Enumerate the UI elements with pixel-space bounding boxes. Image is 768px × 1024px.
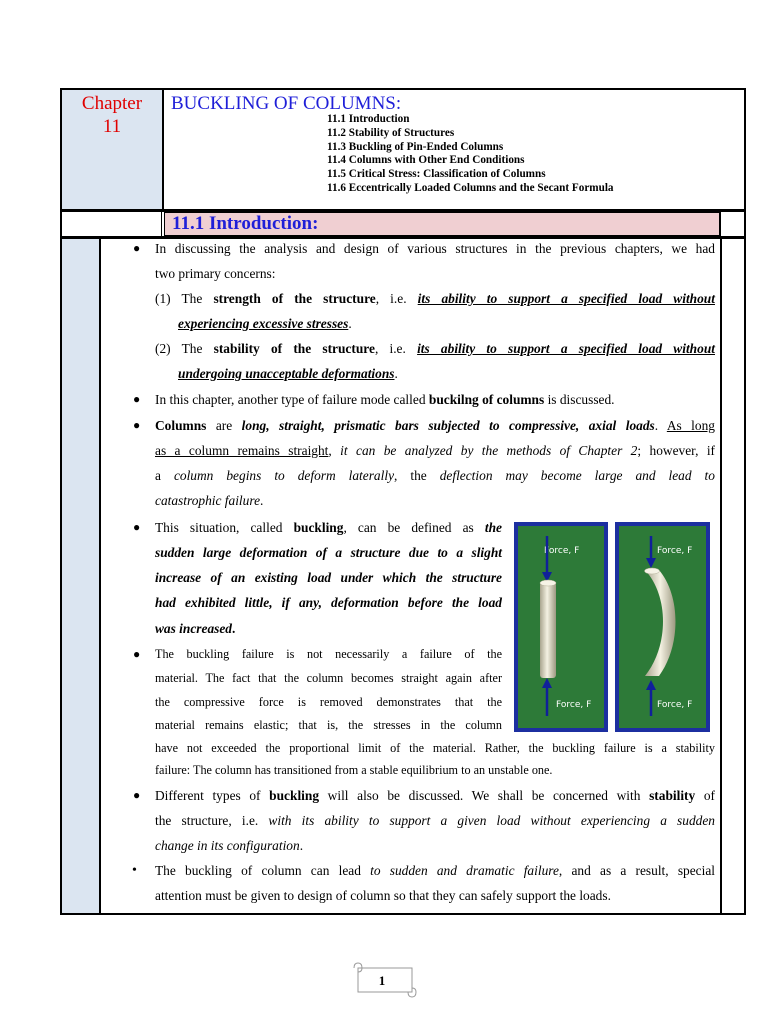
section-left-cell	[62, 212, 162, 236]
buckled-column-drawing	[619, 526, 706, 728]
paragraph-line: a column begins to deform laterally, the deflection may become large and lead to	[155, 468, 715, 483]
body-right-rule	[720, 239, 722, 913]
column-top	[540, 580, 556, 586]
toc-item: 11.4 Columns with Other End Conditions	[327, 154, 525, 167]
paragraph-line: This situation, called buckling, can be defined as the	[155, 520, 502, 535]
paragraph-line: have not exceeded the proportional limit of the material. Rather, the buckling failure is a stability	[155, 741, 715, 755]
buckled-column-body	[645, 570, 676, 676]
chapter-number: 11	[102, 116, 122, 137]
arrow-head	[646, 558, 656, 568]
column-top	[645, 568, 660, 574]
page-number: 1	[378, 973, 386, 988]
paragraph-line: attention must be given to design of column so that they can safely support the loads.	[155, 888, 611, 903]
section-title: 11.1 Introduction:	[172, 213, 319, 234]
bullet: ●	[133, 418, 141, 432]
paragraph-line: The buckling failure is not necessarily a failure of the	[155, 647, 502, 661]
column-body	[540, 582, 556, 678]
chapter-title: BUCKLING OF COLUMNS:	[171, 93, 402, 114]
paragraph-line: as a column remains straight, it can be analyzed by the methods of Chapter 2; however, if	[155, 443, 715, 458]
section-right-cell	[720, 212, 744, 236]
paragraph-line: sudden large deformation of a structure due to a slight	[155, 545, 502, 560]
arrow-head	[542, 678, 552, 688]
force-label-bottom: Force, F	[556, 700, 592, 710]
bullet: ●	[133, 520, 141, 534]
bullet: ●	[133, 647, 141, 661]
bullet: •	[132, 863, 137, 878]
toc-item: 11.2 Stability of Structures	[327, 126, 455, 139]
arrow-head	[646, 680, 656, 690]
paragraph-line: increase of an existing load under which the structure	[155, 570, 502, 585]
force-label-top: Force, F	[657, 546, 693, 556]
toc-item: 11.1 Introduction	[327, 113, 410, 125]
figure-straight-column	[514, 522, 608, 732]
paragraph-line: The buckling of column can lead to sudden and dramatic failure, and as a result, special	[155, 863, 715, 878]
paragraph-line: change in its configuration.	[155, 838, 304, 853]
paragraph-line: material. The fact that the column becomes straight again after	[155, 671, 502, 685]
force-label-bottom: Force, F	[657, 700, 693, 710]
bullet: ●	[133, 392, 141, 406]
paragraph-line: failure: The column has transitioned from a stable equilibrium to an unstable one.	[155, 763, 553, 777]
figure-buckled-column	[615, 522, 710, 732]
list-item-1-cont: experiencing excessive stresses.	[178, 316, 352, 331]
toc-item: 11.3 Buckling of Pin-Ended Columns	[327, 140, 504, 153]
body-left-margin	[62, 239, 101, 913]
paragraph-line: material remains elastic; that is, the stresses in the column	[155, 718, 502, 732]
bullet: ●	[133, 788, 141, 802]
paragraph-line: the compressive force is removed demonstrates that the	[155, 695, 502, 709]
force-label-top: Force, F	[544, 546, 580, 556]
paragraph-line: Different types of buckling will also be discussed. We shall be concerned with stability of	[155, 788, 716, 803]
paragraph-line: had exhibited little, if any, deformation before the load	[155, 595, 502, 610]
chapter-word: Chapter	[81, 93, 143, 114]
chapter-label	[62, 92, 162, 138]
paragraph-line: catastrophic failure.	[155, 493, 264, 508]
straight-column-drawing	[518, 526, 604, 728]
paragraph-line: Columns are long, straight, prismatic bars subjected to compressive, axial loads. As long	[155, 418, 715, 433]
paragraph-line: the structure, i.e. with its ability to support a given load without experiencing a sudden	[155, 813, 715, 828]
paragraph-line: two primary concerns:	[155, 266, 276, 281]
table-of-contents	[327, 113, 614, 196]
toc-item: 11.5 Critical Stress: Classification of Columns	[327, 168, 546, 181]
paragraph-line: In this chapter, another type of failure mode called buckilng of columns is discussed.	[155, 392, 615, 407]
paragraph-line: was increased.	[155, 621, 236, 636]
paragraph-line: In discussing the analysis and design of various structures in the previous chapters, we had	[155, 241, 715, 256]
toc-item: 11.6 Eccentrically Loaded Columns and the Secant Formula	[327, 181, 614, 194]
list-item-2: (2) The stability of the structure, i.e. its ability to support a specified load without	[155, 341, 715, 356]
bullet: ●	[133, 241, 141, 255]
list-item-2-cont: undergoing unacceptable deformations.	[178, 366, 398, 381]
list-item-1: (1) The strength of the structure, i.e. its ability to support a specified load without	[155, 291, 715, 306]
